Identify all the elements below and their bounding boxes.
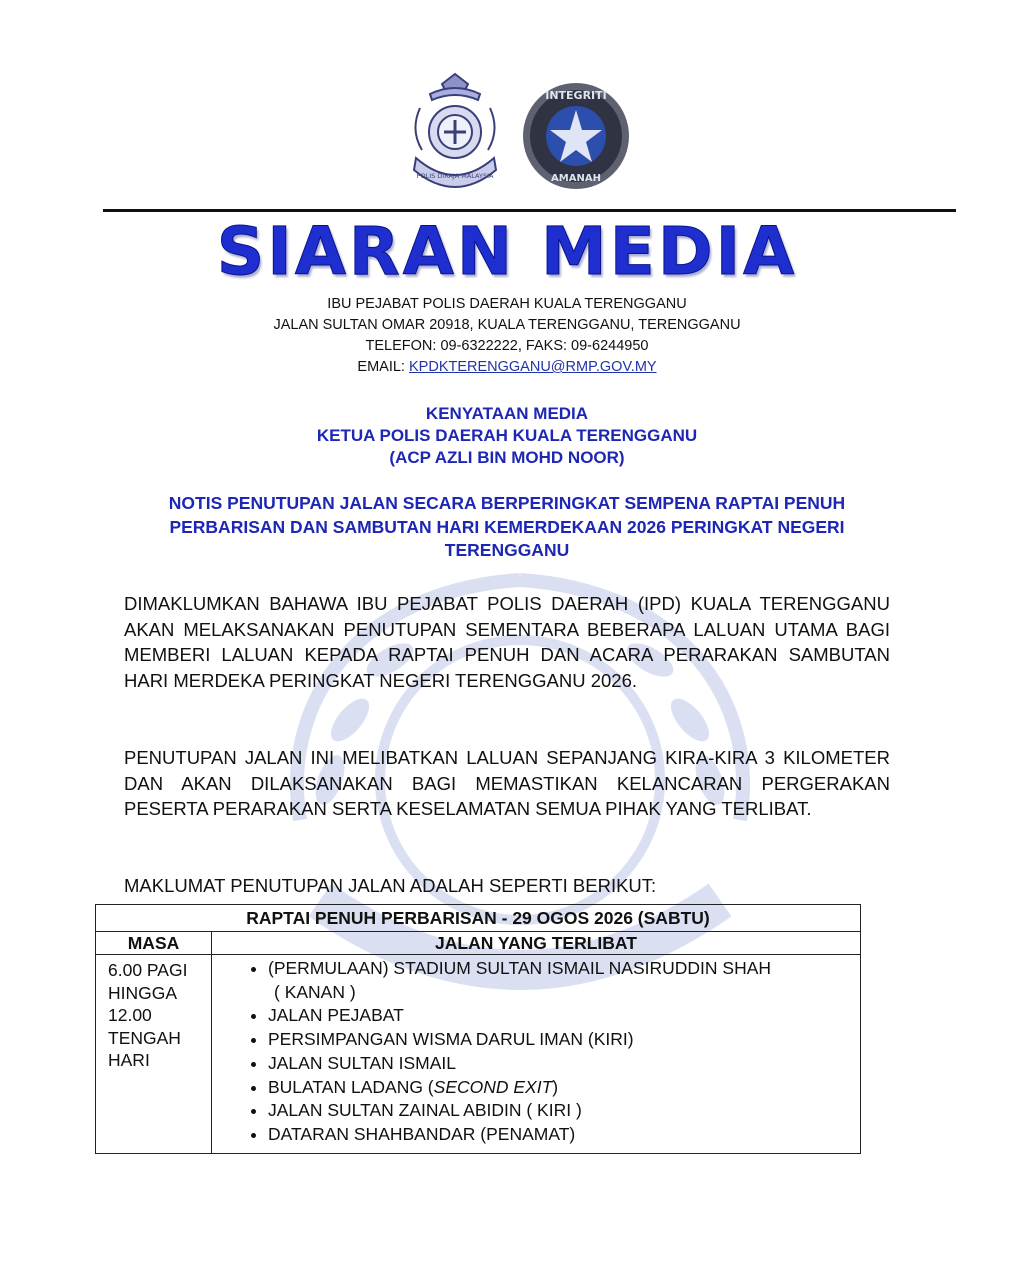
polis-diraja-malaysia-logo: [400, 70, 510, 192]
road-name: JALAN SULTAN ISMAIL: [268, 1052, 457, 1073]
notice-title: NOTIS PENUTUPAN JALAN SECARA BERPERINGKAT SEMPENA RAPTAI PENUH PERBARISAN DAN SAMBUTAN HARI KEMERDEKAAN 2026 PERINGKAT NEGERI TERENGGANU: [168, 493, 846, 560]
masa-line: 6.00 PAGI: [108, 960, 188, 980]
road-item: [268, 957, 850, 1004]
masa-line: HARI: [108, 1050, 150, 1070]
road-name-close: ): [552, 1076, 559, 1097]
statement-line-2: KETUA POLIS DAERAH KUALA TERENGGANU: [316, 426, 698, 445]
masa-cell: [96, 955, 212, 1154]
address-line-phone: TELEFON: 09-6322222, FAKS: 09-6244950: [365, 338, 649, 354]
road-item: [268, 1099, 850, 1123]
road-name: (PERMULAAN) STADIUM SULTAN ISMAIL NASIRUDDIN SHAH: [268, 958, 772, 978]
masa-line: HINGGA: [108, 982, 178, 1003]
email-link[interactable]: KPDKTERENGGANU@RMP.GOV.MY: [409, 359, 657, 375]
masa-line: TENGAH: [108, 1027, 181, 1048]
logo-row: [0, 70, 1014, 195]
paragraph-announcement: DIMAKLUMKAN BAHAWA IBU PEJABAT POLIS DAERAH (IPD) KUALA TERENGGANU AKAN MELAKSANAKAN PENUTUPAN SEMENTARA BEBERAPA LALUAN UTAMA BAGI MEMBERI LALUAN KEPADA RAPTAI PENUH DAN ACARA PERARAKAN SAMBUTAN HARI MERDEKA PERINGKAT NEGERI TERENGGANU 2026.: [124, 593, 890, 691]
column-header-masa: MASA: [96, 932, 212, 955]
paragraph-details: PENUTUPAN JALAN INI MELIBATKAN LALUAN SEPANJANG KIRA-KIRA 3 KILOMETER DAN AKAN DILAKSANAKAN BAGI MEMASTIKAN KELANCARAN PERGERAKAN PESERTA PERARAKAN SERTA KESELAMATAN SEMUA PIHAK YANG TERLIBAT.: [124, 747, 890, 819]
road-name: JALAN SULTAN ZAINAL ABIDIN ( KIRI ): [268, 1100, 582, 1121]
road-exit-note: SECOND EXIT: [433, 1076, 553, 1097]
road-name: PERSIMPANGAN WISMA DARUL IMAN (KIRI): [268, 1029, 634, 1050]
email-label: EMAIL:: [357, 359, 409, 375]
column-header-jalan: JALAN YANG TERLIBAT: [212, 932, 861, 955]
table-intro: MAKLUMAT PENUTUPAN JALAN ADALAH SEPERTI BERIKUT:: [124, 875, 657, 896]
table-title: RAPTAI PENUH PERBARISAN - 29 OGOS 2026 (SABTU): [96, 905, 861, 932]
road-direction: ( KANAN ): [274, 981, 356, 1002]
road-name: BULATAN LADANG (: [268, 1076, 434, 1097]
road-item: [268, 1123, 850, 1147]
integriti-text: INTEGRITI: [545, 89, 607, 102]
statement-line-1: KENYATAAN MEDIA: [425, 404, 589, 423]
road-item: [268, 1076, 850, 1100]
masa-line: 12.00: [108, 1005, 152, 1025]
amanah-text: AMANAH: [551, 173, 601, 184]
road-item: [268, 1028, 850, 1052]
road-name: DATARAN SHAHBANDAR (PENAMAT): [268, 1123, 576, 1144]
road-item: [268, 1052, 850, 1076]
integriti-amanah-badge: [520, 80, 632, 192]
address-line-office: IBU PEJABAT POLIS DAERAH KUALA TERENGGANU: [327, 296, 687, 312]
road-item: [268, 1004, 850, 1028]
address-line-email: [0, 357, 1014, 378]
road-closure-table: [95, 904, 861, 1154]
road-name: JALAN PEJABAT: [268, 1005, 404, 1026]
roads-cell: [212, 955, 861, 1154]
polis-logo-text: POLIS DIRAJA MALAYSIA: [416, 172, 494, 180]
road-list: [242, 957, 850, 1147]
address-block: [0, 294, 1014, 378]
address-line-street: JALAN SULTAN OMAR 20918, KUALA TERENGGANU, TERENGGANU: [273, 317, 741, 333]
statement-heading: [0, 403, 1014, 469]
page-title: SIARAN MEDIA: [216, 213, 798, 290]
statement-line-3: (ACP AZLI BIN MOHD NOOR): [389, 448, 625, 467]
